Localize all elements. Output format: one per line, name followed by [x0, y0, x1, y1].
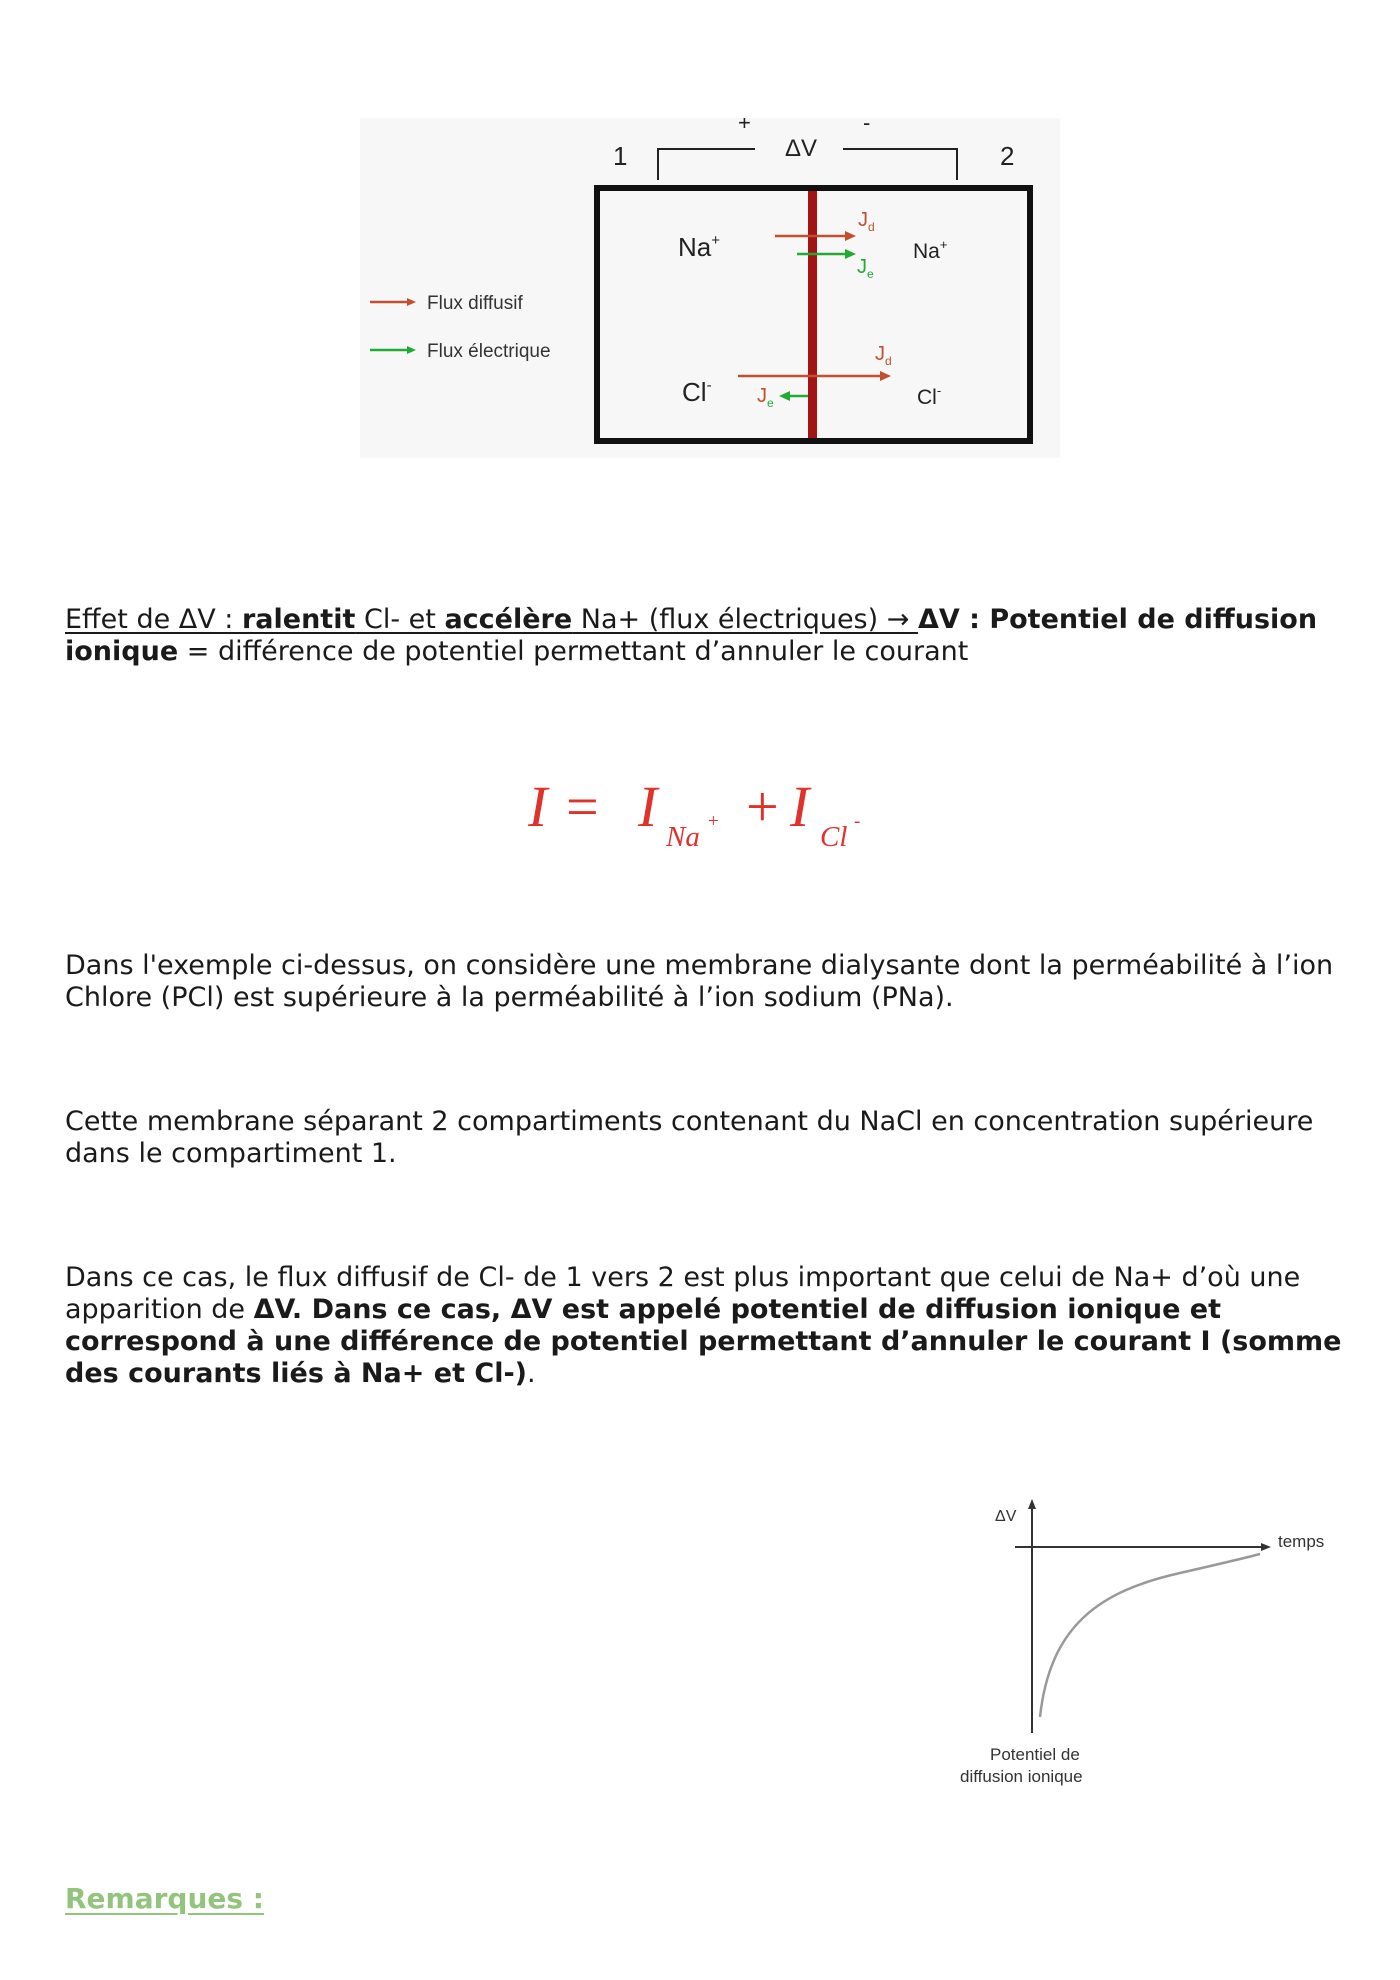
paragraph-effet-delta-v: [65, 604, 1345, 668]
formula-term-na: I: [638, 774, 658, 839]
para1-definition-term: ΔV : Potentiel de diffusion ionique: [65, 604, 1318, 667]
delta-v-label: ΔV: [785, 135, 818, 162]
cl-jd-label: $J_d$: [875, 343, 892, 368]
legend-electric-label: Flux électrique: [427, 341, 551, 362]
membrane-diagram: [360, 118, 1060, 458]
paragraph-membrane-permeability: Dans l'exemple ci-dessus, on considère une membrane dialysante dont la perméabilité à l’ion Chlore (PCl) est supérieure à la perméabilité à l’ion sodium (PNa).: [65, 950, 1334, 1013]
cl-je-label: $J_e$: [757, 385, 774, 410]
plus-sign: +: [738, 118, 751, 135]
para1-definition: = différence de potentiel permettant d’annuler le courant: [178, 636, 969, 667]
formula-sup-na: +: [708, 811, 719, 832]
remarques-heading: Remarques :: [65, 1882, 265, 1915]
formula-lhs: I: [528, 774, 548, 839]
cl-left-label: Cl-: [682, 377, 712, 407]
para4-bold: ΔV. Dans ce cas, ΔV est appelé potentiel de diffusion ionique et correspond à une différence de potentiel permettant d’annuler le courant I (somme des courants liés à Na+ et Cl-): [65, 1294, 1342, 1389]
formula-equals: =: [566, 774, 599, 839]
cl-right-label: Cl-: [917, 383, 942, 409]
minus-sign: -: [863, 118, 871, 135]
para4-part1: Dans ce cas, le flux diffusif de Cl- de 1 vers 2 est plus important que celui de Na+ d’où une apparition de: [65, 1262, 1301, 1325]
membrane: [808, 191, 817, 438]
current-formula: [528, 773, 928, 863]
formula-plus: +: [746, 774, 779, 839]
na-left-label: Na+: [678, 232, 721, 262]
graph-caption-line1: Potentiel de: [990, 1745, 1080, 1764]
na-je-label: $J_e$: [857, 256, 874, 281]
graph-caption-line2: diffusion ionique: [960, 1767, 1083, 1786]
x-axis-label: temps: [1278, 1532, 1325, 1551]
potential-curve: [1040, 1554, 1260, 1717]
na-jd-label: $J_d$: [858, 209, 875, 234]
paragraph-delta-v-appearance: [65, 1262, 1345, 1390]
formula-sup-cl: -: [854, 811, 861, 832]
compartment-2-label: 2: [1000, 141, 1015, 171]
y-axis-label: ΔV: [995, 1508, 1017, 1525]
para1-accelere: accélère: [444, 604, 573, 635]
legend-diffusive-label: Flux diffusif: [427, 293, 523, 314]
compartment-1-label: 1: [613, 141, 628, 171]
para1-ralentit: ralentit: [241, 604, 356, 635]
formula-term-cl: I: [790, 774, 810, 839]
delta-v-time-graph: [960, 1495, 1340, 1800]
formula-sub-cl: Cl: [820, 821, 848, 853]
formula-sub-na: Na: [666, 821, 700, 853]
para4-end: .: [527, 1358, 536, 1389]
para1-part1: Effet de ΔV :: [65, 604, 242, 635]
para1-part3: Cl- et: [355, 604, 445, 635]
paragraph-compartments: Cette membrane séparant 2 compartiments contenant du NaCl en concentration supérieure dans le compartiment 1.: [65, 1106, 1314, 1169]
para1-part5: Na+ (flux électriques) →: [572, 604, 918, 635]
na-right-label: Na+: [913, 237, 948, 263]
